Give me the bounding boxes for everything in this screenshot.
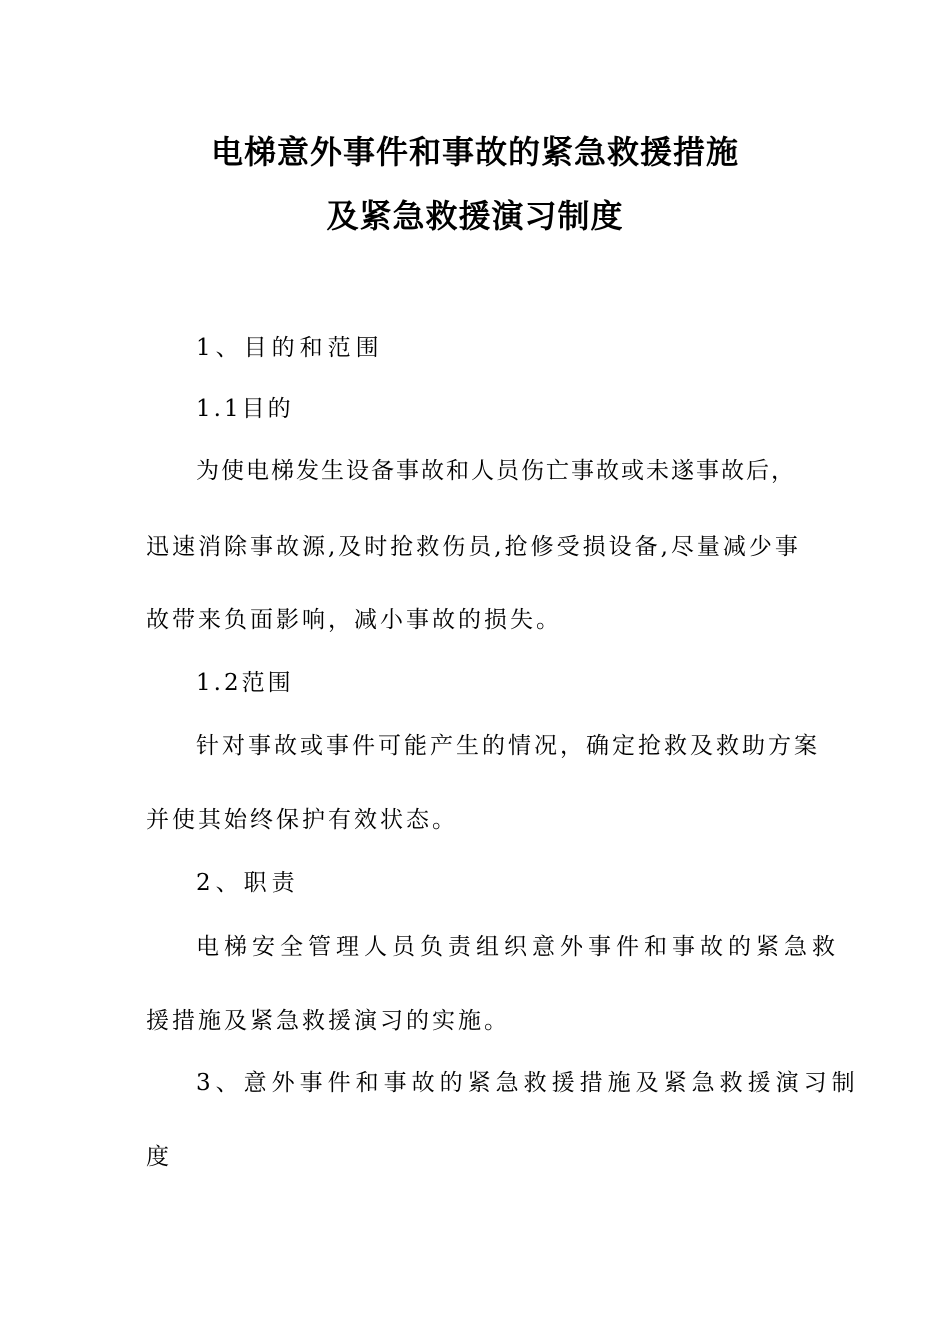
paragraph-line: 援措施及紧急救援演习的实施。 (146, 1008, 510, 1034)
subsection-1-2-heading: 1.2范围 (196, 670, 294, 696)
section-1-heading: 1、目的和范围 (196, 335, 384, 361)
document-title-line-2: 及紧急救援演习制度 (326, 197, 624, 235)
paragraph-line: 针对事故或事件可能产生的情况，确定抢救及救助方案 (196, 733, 820, 759)
section-3-heading: 3、意外事件和事故的紧急救援措施及紧急救援演习制 (196, 1070, 860, 1096)
paragraph-line: 电梯安全管理人员负责组织意外事件和事故的紧急救 (196, 934, 840, 960)
section-2-heading: 2、职责 (196, 870, 300, 896)
paragraph-line: 度 (146, 1144, 173, 1170)
paragraph-line: 为使电梯发生设备事故和人员伤亡事故或未遂事故后， (196, 458, 796, 484)
paragraph-line: 故带来负面影响，减小事故的损失。 (146, 607, 562, 633)
subsection-1-1-heading: 1.1目的 (196, 396, 294, 422)
paragraph-line: 并使其始终保护有效状态。 (146, 807, 458, 833)
document-title-line-1: 电梯意外事件和事故的紧急救援措施 (210, 133, 739, 171)
paragraph-line: 迅速消除事故源,及时抢救伤员,抢修受损设备,尽量减少事 (146, 534, 801, 560)
